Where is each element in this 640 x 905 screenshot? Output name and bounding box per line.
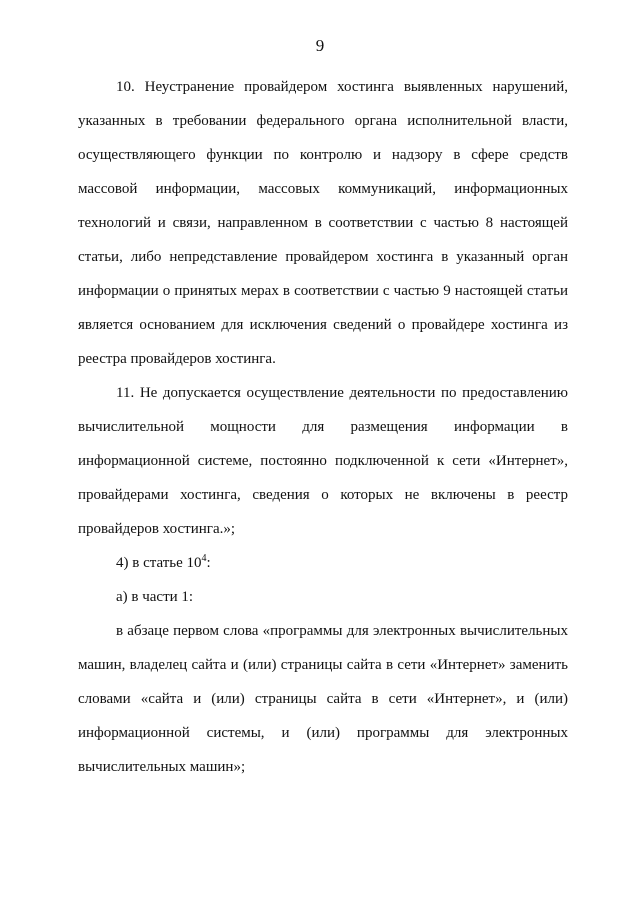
paragraph-subitem-a: а) в части 1:	[116, 589, 194, 605]
item-4-colon: :	[206, 555, 211, 571]
paragraph-item-4	[78, 546, 568, 580]
item-4-superscript: 4	[201, 553, 207, 564]
paragraph-11: 11. Не допускается осуществление деятельности по предоставлению вычислительной мощности для размещения информации в информационной системе, постоянно подключенной к сети «Интернет», провайдерами хостинга, сведения о которых не включены в реестр провайдеров хостинга.»;	[78, 385, 568, 537]
paragraph-abzac: в абзаце первом слова «программы для электронных вычислительных машин, владелец сайта и (или) страницы сайта в сети «Интернет» заменить словами «сайта и (или) страницы сайта в сети «Интернет», и (или) информационной системы, и (или) программы для электронных вычислительных машин»;	[78, 623, 568, 775]
item-4-text: 4) в статье 10	[116, 555, 202, 571]
page-number: 9	[315, 36, 325, 55]
document-body	[78, 70, 568, 784]
paragraph-10: 10. Неустранение провайдером хостинга выявленных нарушений, указанных в требовании федерального органа исполнительной власти, осуществляющего функции по контролю и надзору в сфере средств массовой информации, массовых коммуникаций, информационных технологий и связи, направленном в соответствии с частью 8 настоящей статьи, либо непредставление провайдером хостинга в указанный орган информации о принятых мерах в соответствии с частью 9 настоящей статьи является основанием для исключения сведений о провайдере хостинга из реестра провайдеров хостинга.	[78, 79, 568, 367]
